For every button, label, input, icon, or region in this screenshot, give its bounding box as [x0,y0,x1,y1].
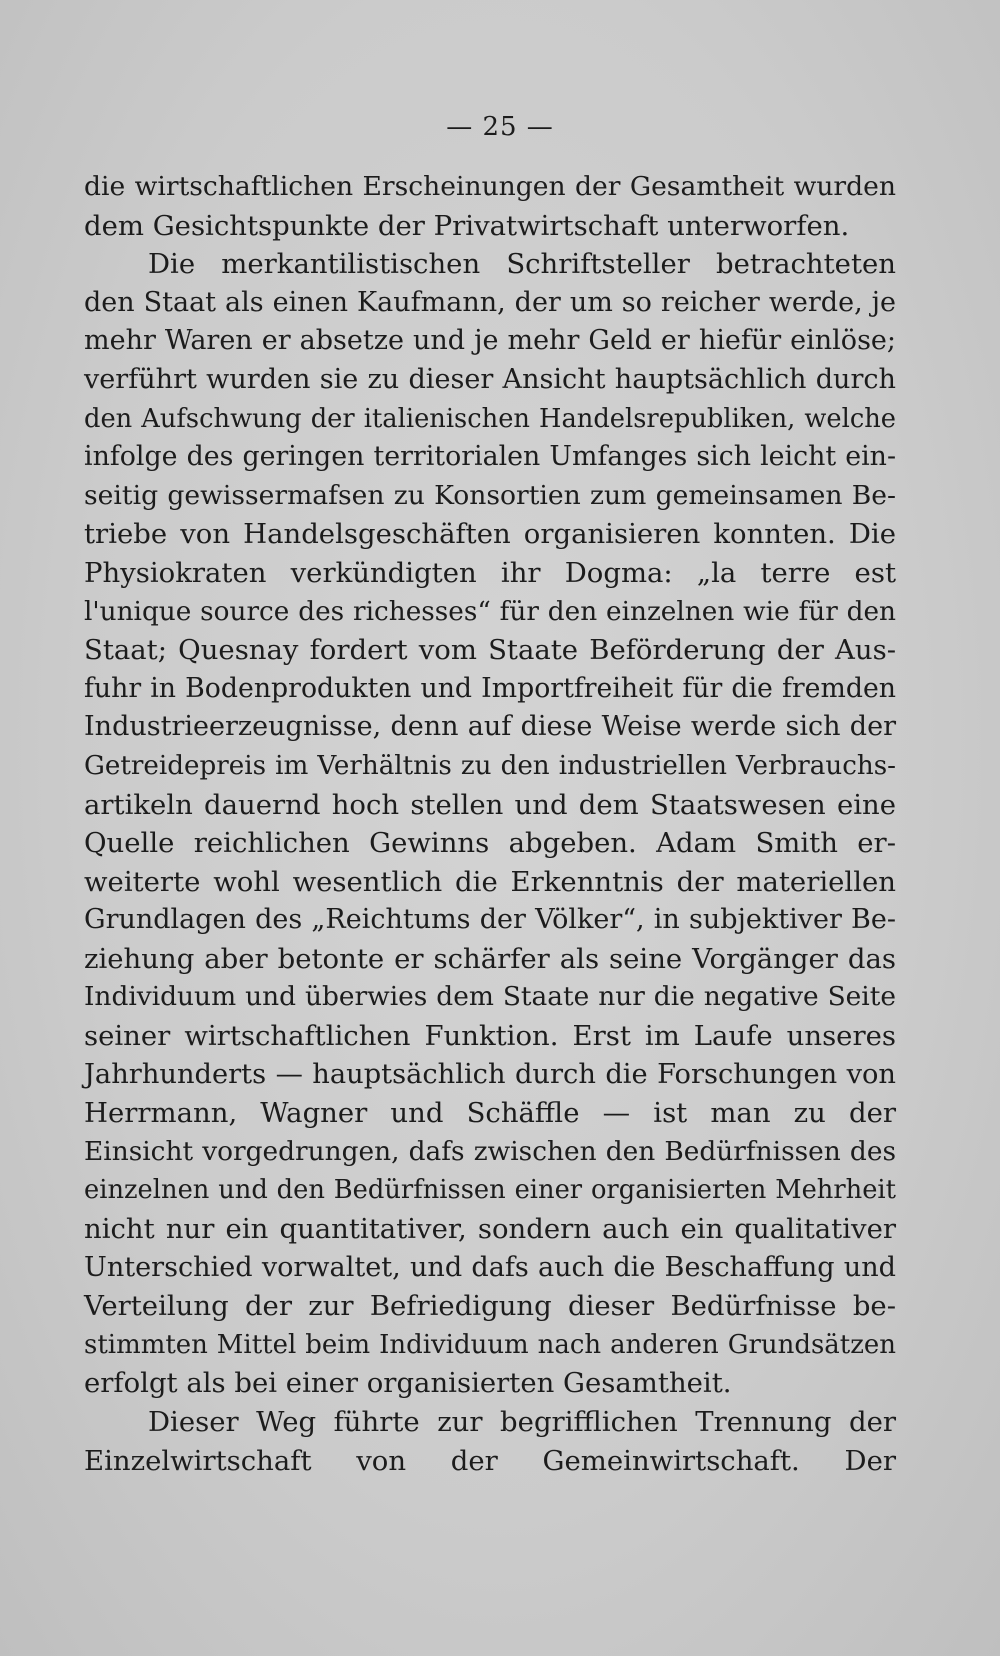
text-line: seiner wirtschaftlichen Funktion. Erst im Laufe unseres [84,1020,896,1053]
page-number: — 25 — [446,112,554,142]
text-line: Individuum und überwies dem Staate nur die negative Seite [84,981,896,1013]
text-line: Unterschied vorwaltet, und dafs auch die Beschaffung und [84,1251,896,1283]
text-line: den Staat als einen Kaufmann, der um so reicher werde, je [84,286,896,318]
text-line: Die merkantilistischen Schriftsteller betrachteten [148,248,896,281]
text-line: Industrieerzeugnisse, denn auf diese Weise werde sich der [84,711,896,743]
text-line: stimmten Mittel beim Individuum nach anderen Grundsätzen [84,1329,896,1360]
text-line: Getreidepreis im Verhältnis zu den industriellen Verbrauchs- [84,750,896,781]
text-line: erfolgt als bei einer organisierten Gesamtheit. [84,1367,732,1400]
text-line: Dieser Weg führte zur begrifflichen Trennung der [148,1406,896,1438]
text-line: Grundlagen des „Reichtums der Völker“, in subjektiver Be- [84,904,896,936]
text-line: mehr Waren er absetze und je mehr Geld er hiefür einlöse; [84,325,896,357]
text-line: ziehung aber betonte er schärfer als seine Vorgänger das [84,942,896,975]
text-line: den Aufschwung der italienischen Handelsrepubliken, welche [84,403,896,434]
text-line: Herrmann, Wagner und Schäffle — ist man zu der [84,1097,896,1130]
text-line: infolge des geringen territorialen Umfanges sich leicht ein- [84,441,896,473]
body-text [84,168,896,1480]
text-line: l'unique source des richesses“ für den einzelnen wie für den [84,596,896,627]
text-line: nicht nur ein quantitativer, sondern auch ein qualitativer [84,1213,896,1246]
text-line: Staat; Quesnay fordert vom Staate Beförderung der Aus- [84,634,896,667]
text-line: einzelnen und den Bedürfnissen einer organisierten Mehrheit [84,1175,896,1206]
text-line: weiterte wohl wesentlich die Erkenntnis der materiellen [84,865,896,898]
text-line: fuhr in Bodenprodukten und Importfreiheit für die fremden [84,672,896,704]
text-line: Einsicht vorgedrungen, dafs zwischen den Bedürfnissen des [84,1135,896,1167]
text-line: Jahrhunderts — hauptsächlich durch die Forschungen von [84,1058,896,1090]
text-line: die wirtschaftlichen Erscheinungen der Gesamtheit wurden [84,171,896,202]
text-line: Physiokraten verkündigten ihr Dogma: „la terre est [84,556,896,589]
text-line: artikeln dauernd hoch stellen und dem Staatswesen eine [84,788,896,821]
text-line: seitig gewissermafsen zu Konsortien zum gemeinsamen Be- [84,479,896,511]
text-line: triebe von Handelsgeschäften organisieren konnten. Die [84,518,896,551]
text-line: dem Gesichtspunkte der Privatwirtschaft unterworfen. [84,209,850,242]
text-line: Quelle reichlichen Gewinns abgeben. Adam Smith er- [84,827,896,860]
text-line: Verteilung der zur Befriedigung dieser Bedürfnisse be- [84,1290,896,1323]
text-line: Einzelwirtschaft von der Gemeinwirtschaft. Der [84,1444,896,1477]
text-line: verführt wurden sie zu dieser Ansicht hauptsächlich durch [84,363,896,395]
